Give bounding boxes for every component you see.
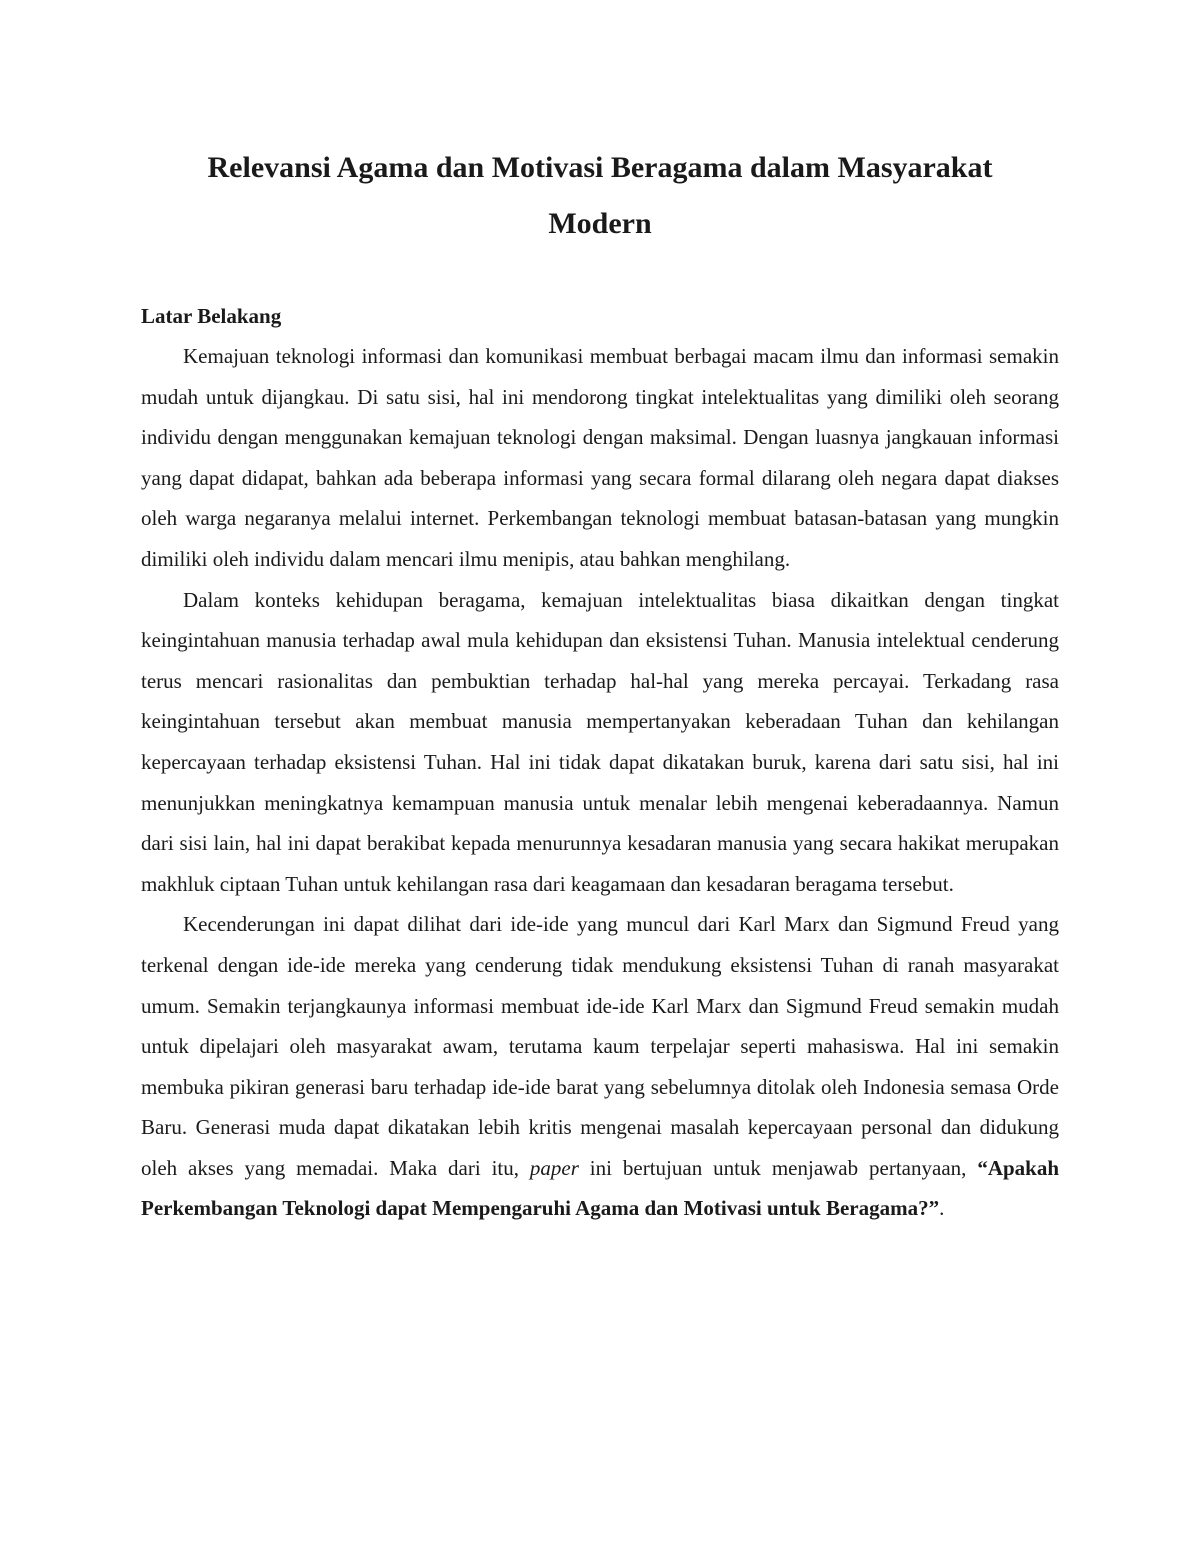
title-line-1: Relevansi Agama dan Motivasi Beragama dalam Masyarakat [207, 151, 993, 184]
paragraph-1: Kemajuan teknologi informasi dan komunikasi membuat berbagai macam ilmu dan informasi semakin mudah untuk dijangkau. Di satu sisi, hal ini mendorong tingkat intelektualitas yang dimiliki oleh seorang individu dengan menggunakan kemajuan teknologi dengan maksimal. Dengan luasnya jangkauan informasi yang dapat didapat, bahkan ada beberapa informasi yang secara formal dilarang oleh negara dapat diakses oleh warga negaranya melalui internet. Perkembangan teknologi membuat batasan-batasan yang mungkin dimiliki oleh individu dalam mencari ilmu menipis, atau bahkan menghilang. [141, 344, 1059, 571]
italic-term: paper [529, 1155, 579, 1180]
research-question: “Apakah Perkembangan Teknologi dapat Mempengaruhi Agama dan Motivasi untuk Beragama?” [141, 1155, 1060, 1221]
paragraph-3-text-continued: ini bertujuan untuk menjawab pertanyaan, [578, 1155, 978, 1180]
document-page [141, 140, 1059, 1229]
paragraph-2: Dalam konteks kehidupan beragama, kemajuan intelektualitas biasa dikaitkan dengan tingkat keingintahuan manusia terhadap awal mula kehidupan dan eksistensi Tuhan. Manusia intelektual cenderung terus mencari rasionalitas dan pembuktian terhadap hal-hal yang mereka percayai. Terkadang rasa keingintahuan tersebut akan membuat manusia mempertanyakan keberadaan Tuhan dan kehilangan kepercayaan terhadap eksistensi Tuhan. Hal ini tidak dapat dikatakan buruk, karena dari satu sisi, hal ini menunjukkan meningkatnya kemampuan manusia untuk menalar lebih mengenai keberadaannya. Namun dari sisi lain, hal ini dapat berakibat kepada menurunnya kesadaran manusia yang secara hakikat merupakan makhluk ciptaan Tuhan untuk kehilangan rasa dari keagamaan dan kesadaran beragama tersebut. [141, 587, 1059, 896]
document-title [141, 140, 1059, 252]
paragraph-3 [141, 904, 1059, 1229]
paragraph-3-ending: . [939, 1196, 945, 1221]
section-heading: Latar Belakang [141, 304, 282, 328]
paragraph-3-text: Kecenderungan ini dapat dilihat dari ide-ide yang muncul dari Karl Marx dan Sigmund Freud yang terkenal dengan ide-ide mereka yang cenderung tidak mendukung eksistensi Tuhan di ranah masyarakat umum. Semakin terjangkaunya informasi membuat ide-ide Karl Marx dan Sigmund Freud semakin mudah untuk dipelajari oleh masyarakat awam, terutama kaum terpelajar seperti mahasiswa. Hal ini semakin membuka pikiran generasi baru terhadap ide-ide barat yang sebelumnya ditolak oleh Indonesia semasa Orde Baru. Generasi muda dapat dikatakan lebih kritis mengenai masalah kepercayaan personal dan didukung oleh akses yang memadai. Maka dari itu, [141, 912, 1059, 1180]
title-line-2: Modern [548, 207, 652, 240]
